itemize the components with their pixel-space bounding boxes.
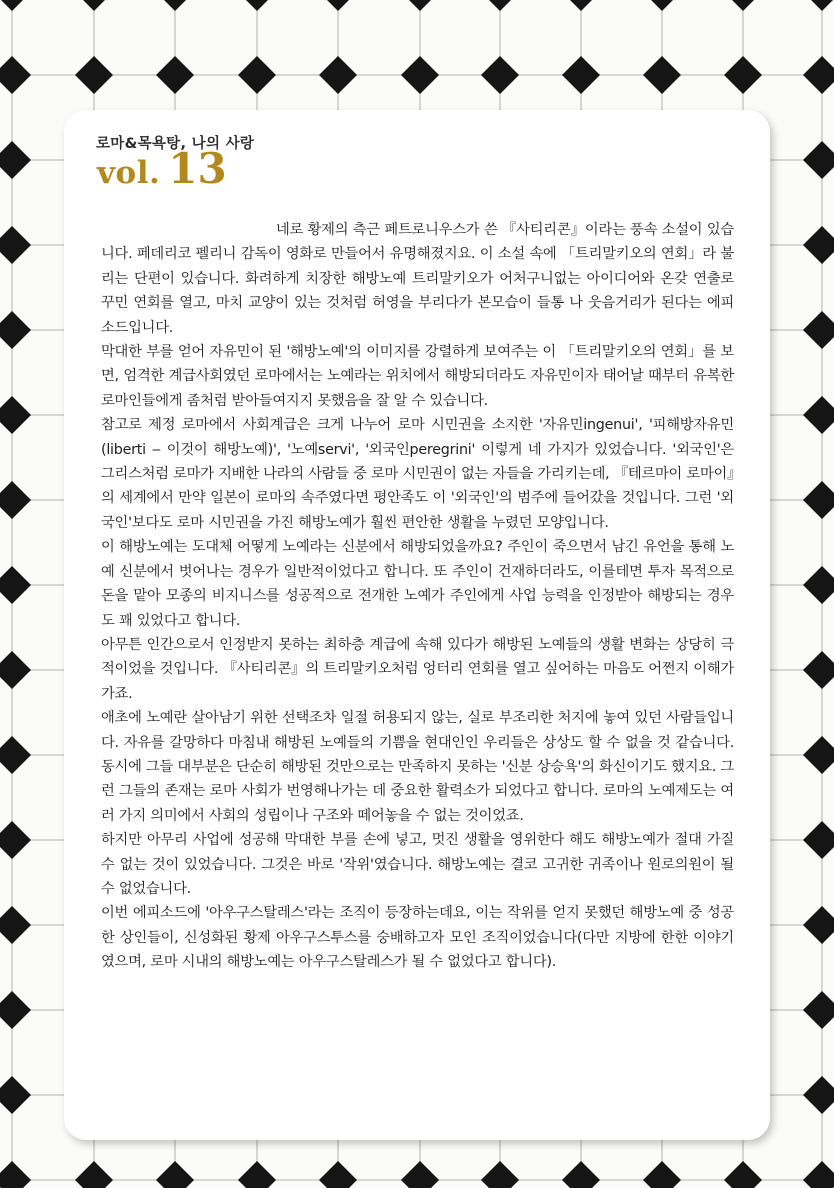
tile-diamond (803, 1076, 834, 1114)
tile-diamond (803, 226, 834, 264)
tile-diamond (562, 1161, 600, 1188)
tile-diamond (0, 0, 31, 11)
tile-diamond (0, 736, 31, 774)
tile-diamond (156, 56, 194, 94)
tile-diamond (0, 56, 31, 94)
tile-diamond (643, 0, 681, 11)
paragraph: 아무튼 인간으로서 인정받지 못하는 최하층 계급에 속해 있다가 해방된 노예들의 생활 변화는 상당히 극적이었을 것입니다. 『사티리콘』의 트리말키오처럼 엉터리 연회를 열고 싶어하는 마음도 어쩐지 이해가 가죠. (101, 636, 734, 702)
tile-diamond (156, 1161, 194, 1188)
tile-diamond (481, 1161, 519, 1188)
tile-diamond (0, 1161, 31, 1188)
tile-diamond (724, 0, 762, 11)
paragraph: 이번 에피소드에 '아우구스탈레스'라는 조직이 등장하는데요, 이는 작위를 얻지 못했던 해방노예 중 성공한 상인들이, 신성화된 황제 아우구스투스를 숭배하고자 모인 조직이었습니다(다만 지방에 한한 이야기였으며, 로마 시내의 해방노예는 아우구스탈레스가 될 수 없었다고 합니다). (101, 905, 734, 971)
tile-diamond (0, 311, 31, 349)
tile-diamond (401, 0, 439, 11)
tile-diamond (0, 1076, 31, 1114)
paragraph: 참고로 제정 로마에서 사회계급은 크게 나누어 로마 시민권을 소지한 '자유민ingenui', '피해방자유민(liberti ‒ 이것이 해방노예)', '노예servi', '외국인peregrini' 이렇게 네 가지가 있었습니다. '외국인'은 그리스처럼 로마가 지배한 나라의 사람들 중 로마 시민권이 없는 자들을 가리키는데, 『테르마이 로마이』의 세계에서 만약 일본이 로마의 속주였다면 평안족도 이 '외국인'의 범주에 들어갔을 것입니다. 그런 '외국인'보다도 로마 시민권을 가진 해방노예가 훨씬 편안한 생활을 누렸던 모양입니다. (101, 417, 734, 531)
tile-diamond (803, 1161, 834, 1188)
tile-diamond (401, 1161, 439, 1188)
tile-diamond (0, 226, 31, 264)
tile-diamond (0, 991, 31, 1029)
tile-diamond (238, 0, 276, 11)
tile-diamond (238, 1161, 276, 1188)
series-title: 로마&목욕탕, 나의 사랑 (96, 136, 255, 152)
tile-diamond (0, 566, 31, 604)
tile-diamond (803, 906, 834, 944)
volume-number: 13 (168, 144, 227, 193)
tile-diamond (0, 481, 31, 519)
tile-diamond (0, 396, 31, 434)
tile-diamond (0, 651, 31, 689)
tile-diamond (319, 1161, 357, 1188)
tile-diamond (319, 0, 357, 11)
tile-diamond (643, 56, 681, 94)
tile-diamond (481, 56, 519, 94)
tile-diamond (401, 56, 439, 94)
tile-diamond (156, 0, 194, 11)
tile-diamond (75, 1161, 113, 1188)
tile-diamond (803, 991, 834, 1029)
tile-diamond (803, 821, 834, 859)
tile-diamond (75, 56, 113, 94)
tile-diamond (238, 56, 276, 94)
tile-diamond (0, 141, 31, 179)
tile-diamond (0, 906, 31, 944)
volume-heading (97, 144, 227, 193)
article-body (101, 218, 734, 975)
volume-label: vol. (97, 155, 161, 191)
tile-diamond (803, 396, 834, 434)
tile-diamond (724, 1161, 762, 1188)
tile-diamond (724, 56, 762, 94)
paragraph: 하지만 아무리 사업에 성공해 막대한 부를 손에 넣고, 멋진 생활을 영위한다 해도 해방노예가 절대 가질 수 없는 것이 있었습니다. 그것은 바로 '작위'였습니다. 해방노예는 결코 고귀한 귀족이나 원로의원이 될 수 없었습니다. (101, 832, 734, 897)
tile-diamond (803, 566, 834, 604)
tile-diamond (75, 0, 113, 11)
tile-diamond (562, 56, 600, 94)
paragraph: 애초에 노예란 살아남기 위한 선택조차 일절 허용되지 않는, 실로 부조리한 처지에 놓여 있던 사람들입니다. 자유를 갈망하다 마침내 해방된 노예들의 기쁨을 현대인인 우리들은 상상도 할 수 없을 것 같습니다. 동시에 그들 대부분은 단순히 해방된 것만으로는 만족하지 못하는 '신분 상승욕'의 화신이기도 했지요. 그런 그들의 존재는 로마 사회가 번영해나가는 데 중요한 활력소가 되었다고 합니다. 로마의 노예제도는 여러 가지 의미에서 사회의 성립이나 구조와 떼어놓을 수 없는 것이었죠. (101, 710, 734, 824)
paragraph: 이 해방노예는 도대체 어떻게 노예라는 신분에서 해방되었을까요? 주인이 죽으면서 남긴 유언을 통해 노예 신분에서 벗어나는 경우가 일반적이었다고 합니다. 또 주인이 건재하더라도, 이를테면 투자 목적으로 돈을 맡아 모종의 비지니스를 성공적으로 전개한 노예가 주인에게 사업 능력을 인정받아 해방되는 경우도 꽤 있었다고 합니다. (101, 539, 735, 629)
tile-diamond (803, 736, 834, 774)
tile-diamond (803, 56, 834, 94)
tile-diamond (803, 141, 834, 179)
tile-diamond (803, 481, 834, 519)
tile-diamond (803, 0, 834, 11)
tile-diamond (481, 0, 519, 11)
tile-diamond (0, 821, 31, 859)
tile-diamond (803, 311, 834, 349)
tile-diamond (643, 1161, 681, 1188)
paragraph: 네로 황제의 측근 페트로니우스가 쓴 『사티리콘』이라는 풍속 소설이 있습니다. 페데리코 펠리니 감독이 영화로 만들어서 유명해졌지요. 이 소설 속에 「트리말키오의 연회」라 불리는 단편이 있습니다. 화려하게 치장한 해방노예 트리말키오가 어처구니없는 아이디어와 온갖 연출로 꾸민 연회를 열고, 마치 교양이 있는 것처럼 허영을 부리다가 본모습이 들통 나 웃음거리가 된다는 에피소드입니다. (101, 222, 734, 336)
tile-diamond (562, 0, 600, 11)
tile-diamond (319, 56, 357, 94)
tile-diamond (803, 651, 834, 689)
paragraph: 막대한 부를 얻어 자유민이 된 '해방노예'의 이미지를 강렬하게 보여주는 이 「트리말키오의 연회」를 보면, 엄격한 계급사회였던 로마에서는 노예라는 위치에서 해방되더라도 자유민이자 태어날 때부터 유복한 로마인들에게 좀처럼 받아들여지지 못했음을 잘 알 수 있습니다. (101, 344, 734, 409)
